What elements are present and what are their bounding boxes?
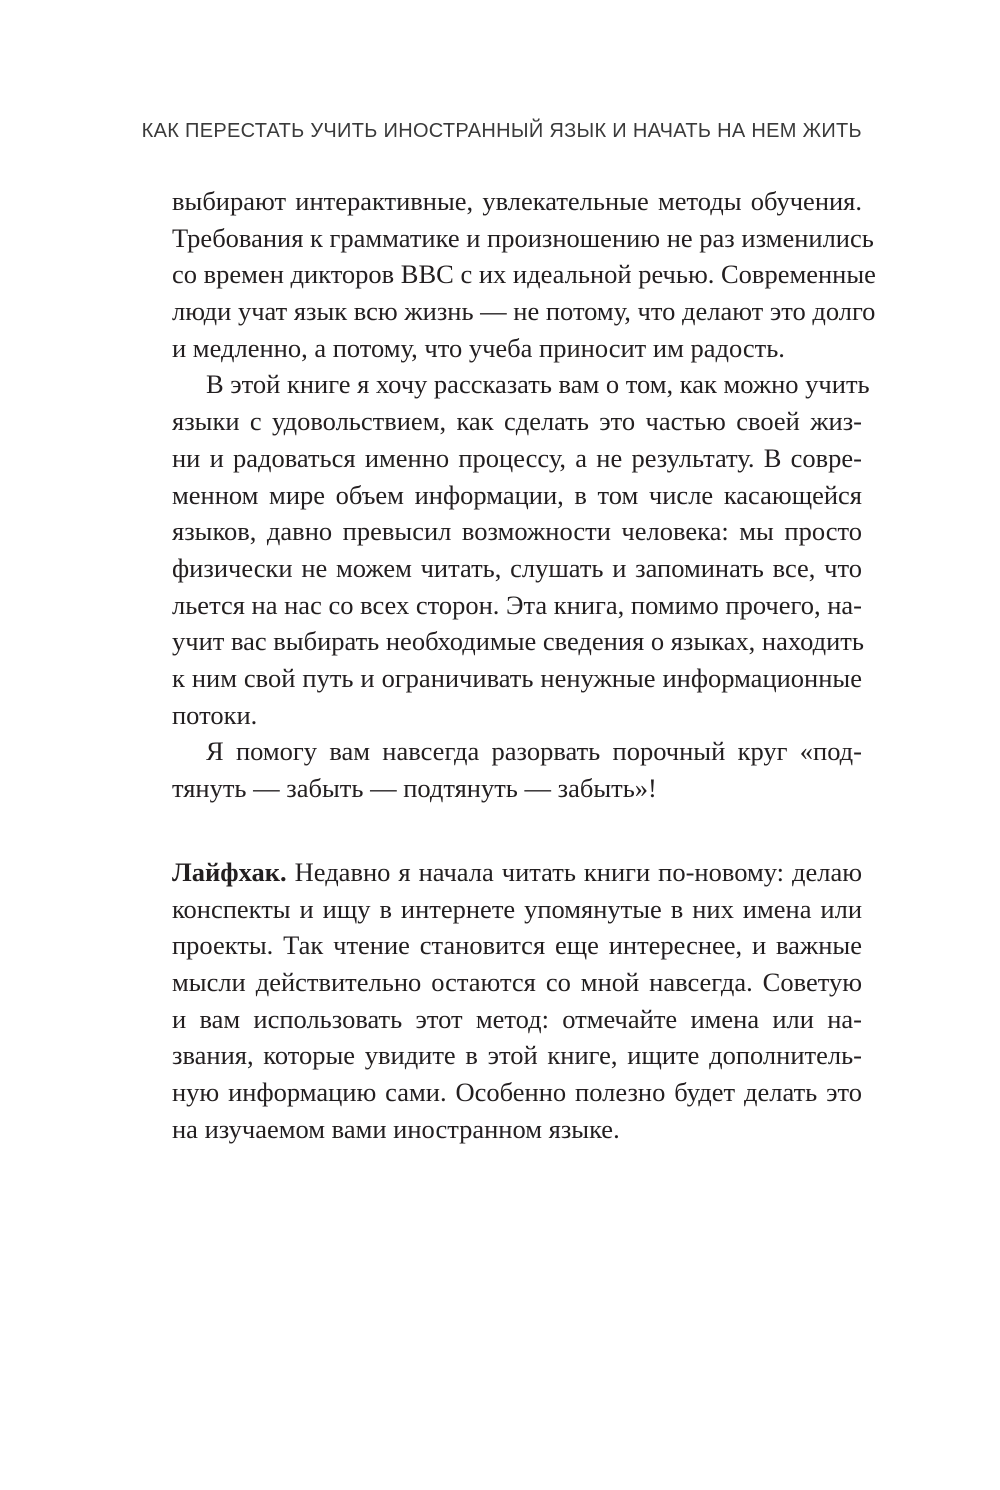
text-line: люди учат язык всю жизнь — не потому, что делают это долго [172, 296, 876, 327]
text-line: потоки. [172, 699, 258, 730]
text-line: Требования к грамматике и произношению не раз изменились [172, 222, 874, 253]
text-line: языков, давно превысил возможности человека: мы просто [172, 516, 862, 547]
text-line: звания, которые увидите в этой книге, ищите дополнитель- [172, 1040, 862, 1071]
text-line: тянуть — забыть — подтянуть — забыть»! [172, 773, 657, 803]
text-line: мысли действительно остаются со мной навсегда. Советую [172, 967, 862, 998]
text-line: ни и радоваться именно процессу, а не результату. В совре- [172, 442, 862, 473]
text-line: и медленно, а потому, что учеба приносит им радость. [172, 332, 785, 363]
text-line: со времен дикторов BBC с их идеальной речью. Современные [172, 259, 876, 290]
text-line: ную информацию сами. Особенно полезно будет делать это [172, 1077, 862, 1108]
lifehack-label: Лайфхак. [172, 857, 287, 887]
main-text [172, 183, 876, 807]
text-line: конспекты и ищу в интернете упомянутые в них имена или [172, 893, 862, 924]
lifehack-first-line [172, 854, 862, 891]
lifehack-block [172, 854, 862, 1148]
text-line: к ним свой путь и ограничивать ненужные информационные [172, 662, 862, 693]
text-line: учит вас выбирать необходимые сведения о языках, находить [172, 626, 864, 657]
text-line: льется на нас со всех сторон. Эта книга, помимо прочего, на- [172, 589, 862, 620]
text-line: менном мире объем информации, в том числе касающейся [172, 479, 862, 510]
text-line: и вам использовать этот метод: отмечайте имена или на- [172, 1003, 862, 1034]
text-line: выбирают интерактивные, увлекательные методы обучения. [172, 186, 862, 216]
text-line: проекты. Так чтение становится еще интереснее, и важные [172, 930, 862, 961]
running-header: КАК ПЕРЕСТАТЬ УЧИТЬ ИНОСТРАННЫЙ ЯЗЫК И НАЧАТЬ НА НЕМ ЖИТЬ [141, 120, 862, 142]
text-line: на изучаемом вами иностранном языке. [172, 1113, 620, 1144]
text-line: языки с удовольствием, как сделать это частью своей жиз- [172, 406, 862, 437]
lifehack-first-line-text: Недавно я начала читать книги по-новому: делаю [286, 857, 862, 887]
text-line: Я помогу вам навсегда разорвать порочный круг «под- [206, 736, 862, 767]
text-line: физически не можем читать, слушать и запоминать все, что [172, 552, 862, 583]
text-line: В этой книге я хочу рассказать вам о том, как можно учить [206, 369, 870, 400]
